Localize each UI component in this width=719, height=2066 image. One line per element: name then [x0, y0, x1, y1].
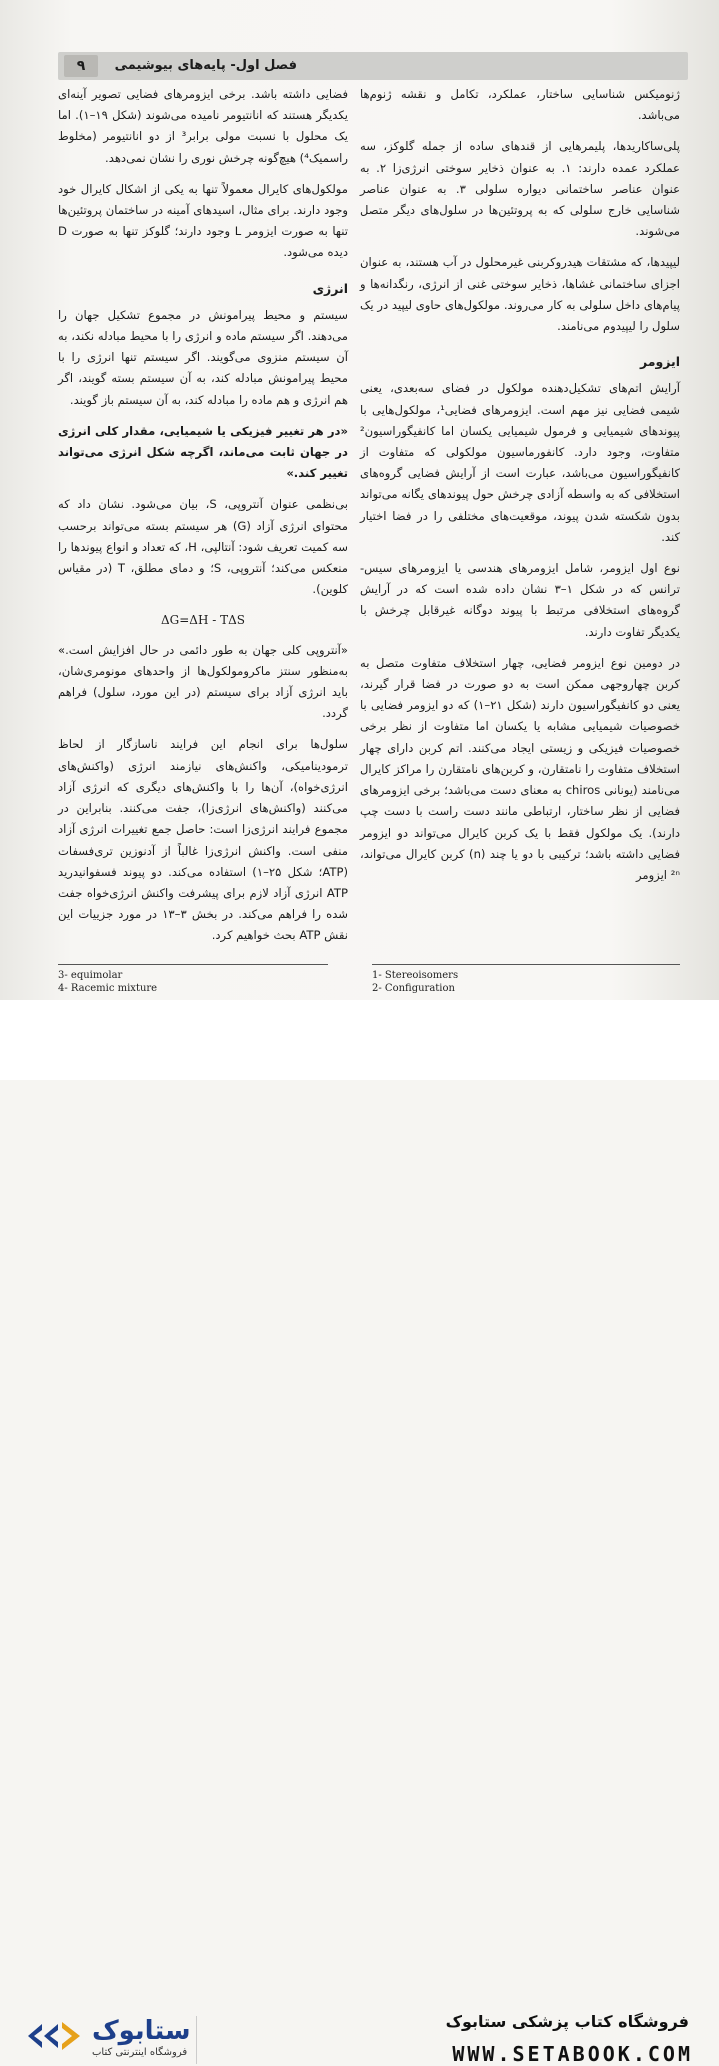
footnote-2: 2- Configuration	[372, 983, 455, 994]
paragraph-polysaccharides: پلی‌ساکاریدها، پلیمرهایی از قندهای ساده از جمله گلوکز، سه عملکرد عمده دارند: ۱. به عنوان ذخایر سوختی انرژی‌زا ۲. به عنوان عناصر ساختمانی دیواره سلولی ۳. به عنوان عناصر شناسایی خارج سلولی که به پروتئین‌ها در سلول‌های دیگر متصل می‌شوند.	[360, 139, 681, 239]
logo-subtitle: فروشگاه اینترنتی کتاب	[92, 2047, 188, 2058]
chapter-title: فصل اول- پایه‌های بیوشیمی	[114, 58, 297, 73]
left-column	[58, 84, 348, 957]
paragraph-isomer-intro: آرایش اتم‌های تشکیل‌دهنده مولکول در فضای سه‌بعدی، یعنی شیمی فضایی نیز مهم است. ایزومرهای فضایی¹، مولکول‌هایی با پیوندهای شیمیایی و فرمول شیمیایی یکسان اما کانفیگوراسیون² متفاوت، وجود دارد. کانفورماسیون مولکولی که متفاوت از کانفیگوراسیون می‌باشد، عبارت است از آرایش فضایی گروه‌های استخلافی که به واسطه آزادی چرخش حول پیوندهای یگانه می‌تواند بدون شکسته شدن پیوند، موقعیت‌های مختلفی را در فضا اختیار کند.	[360, 381, 680, 544]
store-name: فروشگاه کتاب پزشکی ستابوک	[445, 2012, 689, 2031]
store-footer	[0, 1000, 719, 2066]
paragraph-genomics: ژنومیکس شناسایی ساختار، عملکرد، تکامل و نقشه ژنوم‌ها می‌باشد.	[360, 87, 680, 123]
paragraph-chiral: در دومین نوع ایزومر فضایی، چهار استخلاف متفاوت متصل به کربن چهاروجهی ممکن است به دو صورت در فضا قرار گیرند، یعنی دو کانفیگوراسیون دارند (شکل ۲۱–۱) که دو ایزومر فضایی با خصوصیات شیمیایی مشابه یا یکسان اما متفاوت از نظر برخی خصوصیات فیزیکی و زیستی ایجاد می‌کنند. اتم کربن دارای چهار استخلاف متفاوت را نامتقارن، و کربن‌های نامتقارن را مراکز کایرال می‌نامند (یونانی chiros به معنای دست می‌باشد؛ برخی ایزومرهای فضایی از نظر ساختار، ارتباطی مانند دست راست با دست چپ دارند). یک مولکول فقط با یک کربن کایرال می‌تواند دو ایزومر فضایی داشته باشد؛ ترکیبی با دو یا چند (n) کربن کایرال می‌تواند، ²ⁿ ایزومر	[360, 655, 681, 882]
footnote-divider-left	[58, 964, 328, 965]
book-page	[0, 0, 719, 1000]
paragraph-cis-trans: نوع اول ایزومر، شامل ایزومرهای هندسی یا ایزومرهای سیس-ترانس که در شکل ۱–۳ نشان داده شده است که در آرایش گروه‌های استخلافی مرتبط با پیوند دوگانه غیرقابل چرخش با یکدیگر تفاوت دارند.	[360, 561, 680, 639]
setabook-logo-icon	[24, 2014, 84, 2058]
footnote-3: 3- equimolar	[58, 970, 123, 981]
right-column	[360, 84, 680, 896]
footnote-divider-right	[372, 964, 680, 965]
heading-isomer: ایزومر	[639, 354, 680, 370]
formula-gibbs: ΔG=ΔH - TΔS	[160, 613, 245, 628]
footer-divider	[196, 2016, 197, 2064]
paragraph-atp: سلول‌ها برای انجام این فرایند ناسازگار از لحاظ ترمودینامیکی، واکنش‌های نیازمند انرژی (واکنش‌های انرژی‌خواه)، آن‌ها را با واکنش‌های دیگری که انرژی آزاد می‌کنند (واکنش‌های انرژی‌زا)، جفت می‌کنند. بنابراین در مجموع فرایند انرژی‌زا است: حاصل جمع تغییرات انرژی آزاد منفی است. واکنش انرژی‌زا غالباً از آدنوزین تری‌فسفات (ATP؛ شکل ۲۵–۱) استفاده می‌کند. دو پیوند فسفوانیدرید ATP انرژی آزاد لازم برای پیشرفت واکنش انرژی‌خواه جفت شده را فراهم می‌کند. در بخش ۳–۱۳ در مورد جزییات این نقش ATP بحث خواهیم کرد.	[58, 737, 349, 943]
quote-first-law: «در هر تغییر فیزیکی یا شیمیایی، مقدار کلی انرژی در جهان ثابت می‌ماند، اگرچه شکل انرژی می‌تواند تغییر کند.»	[58, 423, 348, 481]
page-number: ۹	[64, 55, 98, 77]
paragraph-chiral-forms: مولکول‌های کایرال معمولاً تنها به یکی از اشکال کایرال خود وجود دارند. برای مثال، اسیدهای آمینه در ساختمان پروتئین‌ها تنها به صورت ایزومر L وجود دارند؛ گلوکز تنها به صورت D دیده می‌شود.	[58, 181, 348, 260]
paragraph-system: سیستم و محیط پیرامونش در مجموع تشکیل جهان را می‌دهند. اگر سیستم ماده و انرژی را با محیط مبادله نکند، به آن سیستم منزوی می‌گویند. اگر سیستم تنها انرژی را با محیط پیرامونش مبادله کند، به آن سیستم بسته گویند، اگر هم انرژی و هم ماده را مبادله کند، به آن سیستم باز گویند.	[58, 307, 348, 407]
footnote-4: 4- Racemic mixture	[58, 983, 158, 994]
website-link[interactable]: WWW.SETABOOK.COM	[452, 2042, 693, 2066]
logo-text: ستابوک	[92, 2016, 191, 2046]
paragraph-enantiomer: فضایی داشته باشد. برخی ایزومرهای فضایی تصویر آینه‌ای یکدیگر هستند که انانتیومر نامیده می‌شوند (شکل ۱۹–۱). اما یک محلول با نسبت مولی برابر³ از دو انانتیومر (مخلوط راسمیک⁴) هیچ‌گونه چرخش نوری را نشان نمی‌دهد.	[58, 87, 348, 165]
paragraph-second-law: «آنتروپی کلی جهان به طور دائمی در حال افزایش است.» به‌منظور سنتز ماکرومولکول‌ها از واحدهای مونومری‌شان، باید انرژی آزاد برای سیستم (در این مورد، سلول) فراهم گردد.	[58, 642, 348, 721]
heading-energy: انرژی	[312, 280, 348, 296]
footnote-1: 1- Stereoisomers	[372, 970, 459, 981]
paragraph-lipids: لیپیدها، که مشتقات هیدروکربنی غیرمحلول در آب هستند، به عنوان اجزای ساختمانی غشاها، ذخایر سوختی غنی از انرژی، رنگدانه‌ها و پیام‌های داخل سلولی به کار می‌روند. مولکول‌های حاوی لیپید در یک سلول را لیپیدوم می‌نامند.	[360, 255, 680, 334]
paragraph-entropy: بی‌نظمی عنوان آنتروپی، S، بیان می‌شود. نشان داد که محتوای انرژی آزاد (G) هر سیستم بسته می‌تواند برحسب سه کمیت تعریف شود: آنتالپی، H، که تعداد و انواع پیوندها را منعکس می‌کند؛ آنتروپی، S؛ و دمای مطلق، T (در مقیاس کلوین).	[58, 497, 349, 597]
